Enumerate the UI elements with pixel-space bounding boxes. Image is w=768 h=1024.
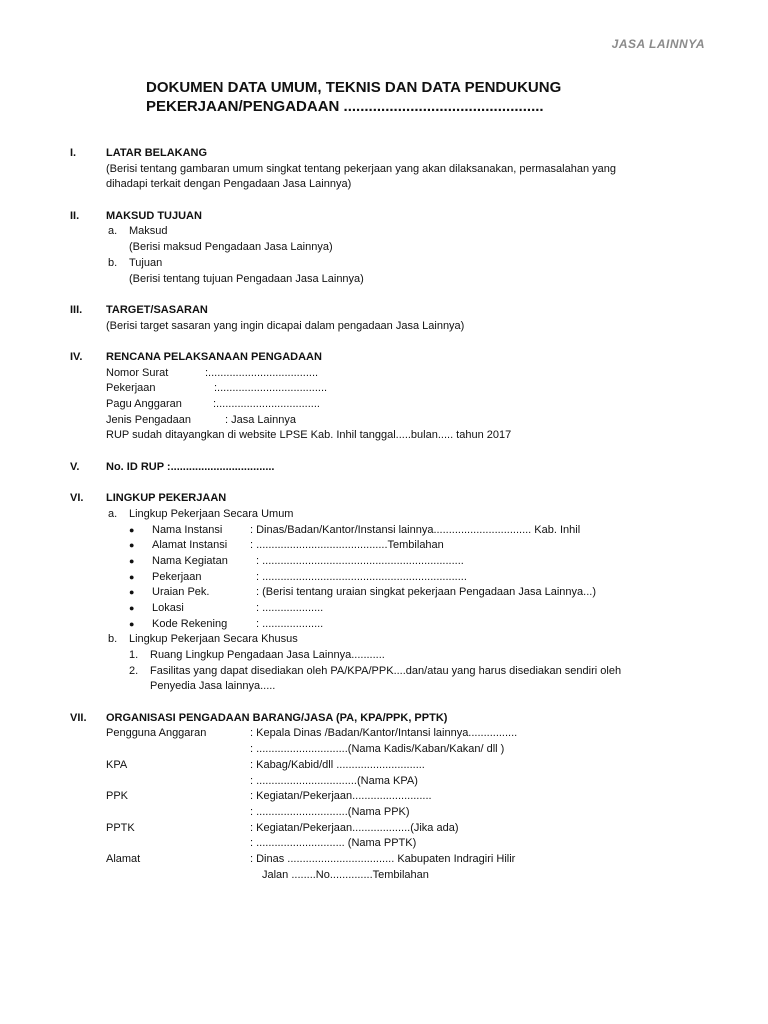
sub-item-label: Tujuan (129, 256, 163, 269)
section-heading: RENCANA PELAKSANAAN PENGADAAN (106, 350, 322, 363)
field-label: Jenis Pengadaan (106, 413, 192, 426)
field-value: : Kabag/Kabid/dll ............................. (250, 758, 425, 771)
sub-item-letter: a. (108, 225, 118, 238)
field-value: : (Berisi tentang uraian singkat pekerjaan Pengadaan Jasa Lainnya...) (256, 586, 596, 599)
section-text: (Berisi target sasaran yang ingin dicapai dalam pengadaan Jasa Lainnya) (106, 319, 465, 332)
category-tag: JASA LAINNYA (611, 37, 705, 51)
sub-item-label: Lingkup Pekerjaan Secara Umum (129, 507, 294, 520)
sub-item-text: (Berisi maksud Pengadaan Jasa Lainnya) (129, 241, 333, 254)
sub-item-letter: a. (108, 507, 118, 520)
field-label: Nama Kegiatan (152, 554, 228, 567)
field-value: : .................................................................. (256, 554, 464, 567)
field-value: :.................................. (213, 398, 320, 410)
field-value: : ..............................(Nama Kadis/Kaban/Kakan/ dll ) (250, 743, 505, 756)
sub-item-label: Maksud (129, 225, 168, 238)
field-value: : ............................. (Nama PPTK) (250, 837, 417, 850)
section-number: II. (70, 209, 80, 222)
bullet-icon: ● (129, 555, 135, 566)
list-item (0, 570, 768, 586)
bullet-icon: ● (129, 571, 135, 582)
field-label: PPTK (106, 821, 135, 834)
section-heading: LINGKUP PEKERJAAN (106, 492, 227, 505)
list-text: Ruang Lingkup Pengadaan Jasa Lainnya........... (150, 649, 385, 661)
section-2-heading-row (0, 209, 768, 225)
section-number: VII. (70, 711, 87, 724)
field-label: Nama Instansi (152, 523, 223, 536)
section-heading: MAKSUD TUJUAN (106, 209, 202, 222)
field-label: Nomor Surat (106, 366, 169, 379)
field-value: :.................................... (214, 382, 328, 395)
section-text: dihadapi terkait dengan Pengadaan Jasa Lainnya) (106, 178, 352, 191)
field-label: Alamat Instansi (152, 539, 228, 552)
list-number: 1. (129, 649, 139, 661)
field-label: Pekerjaan (152, 570, 202, 583)
field-value: : .................... (256, 617, 324, 630)
list-item (0, 664, 768, 680)
field-value: : Kegiatan/Pekerjaan.......................... (250, 790, 432, 803)
bullet-icon: ● (129, 618, 135, 629)
field-value: : Jasa Lainnya (225, 413, 296, 426)
section-number: I. (70, 147, 77, 159)
field-label: Lokasi (152, 601, 184, 614)
sub-item-label: Lingkup Pekerjaan Secara Khusus (129, 633, 298, 646)
section-heading: LATAR BELAKANG (106, 147, 208, 159)
sub-item-letter: b. (108, 256, 118, 269)
field-value: : ..............................(Nama PPK) (250, 805, 410, 818)
sub-item-text: (Berisi tentang tujuan Pengadaan Jasa Lainnya) (129, 272, 364, 285)
field-label: KPA (106, 758, 128, 771)
list-item (0, 585, 768, 601)
section-number: IV. (70, 350, 83, 363)
list-text: Fasilitas yang dapat disediakan oleh PA/KPA/PPK....dan/atau yang harus disediakan sendiri oleh (150, 664, 622, 677)
bullet-icon: ● (129, 524, 135, 535)
title-line-1: DOKUMEN DATA UMUM, TEKNIS DAN DATA PENDUKUNG (146, 79, 562, 96)
bullet-icon: ● (129, 602, 135, 613)
section-6-heading-row (0, 491, 768, 507)
field-value: :.................................... (205, 366, 319, 379)
title-line-2: PEKERJAAN/PENGADAAN ................................................ (146, 98, 544, 115)
section-heading: TARGET/SASARAN (106, 303, 208, 316)
section-heading: ORGANISASI PENGADAAN BARANG/JASA (PA, KPA/PPK, PPTK) (106, 711, 448, 724)
rup-note: RUP sudah ditayangkan di website LPSE Kab. Inhil tanggal.....bulan..... tahun 2017 (106, 429, 512, 442)
list-text: Penyedia Jasa lainnya..... (150, 680, 276, 693)
field-value: : Kepala Dinas /Badan/Kantor/Intansi lainnya................ (250, 727, 518, 740)
document-body (0, 146, 768, 883)
list-item (0, 538, 768, 554)
list-item (0, 601, 768, 617)
sub-item-letter: b. (108, 633, 118, 646)
document-title (146, 78, 706, 116)
field-value: : Dinas ................................... Kabupaten Indragiri Hilir (250, 852, 516, 865)
field-label: Pengguna Anggaran (106, 727, 207, 740)
field-value: : Dinas/Badan/Kantor/Instansi lainnya................................ Kab. Inhil (250, 523, 581, 536)
field-value: : ...........................................Tembilahan (250, 539, 444, 552)
field-label: Uraian Pek. (152, 586, 210, 599)
field-label: Pagu Anggaran (106, 398, 182, 410)
list-item (0, 648, 768, 664)
section-number: VI. (70, 492, 84, 505)
section-3-heading-row (0, 303, 768, 319)
list-item (0, 523, 768, 539)
list-item (0, 554, 768, 570)
list-number: 2. (129, 664, 139, 677)
section-text: (Berisi tentang gambaran umum singkat tentang pekerjaan yang akan dilaksanakan, permasalahan yang (106, 162, 616, 175)
section-5-heading-row (0, 460, 768, 476)
section-4-heading-row (0, 350, 768, 366)
field-label: Alamat (106, 852, 141, 865)
section-number: III. (70, 303, 83, 316)
field-value: : .................................(Nama KPA) (250, 774, 418, 787)
field-label: PPK (106, 790, 129, 803)
list-item (0, 617, 768, 633)
rup-id-field: No. ID RUP :.................................. (106, 460, 275, 473)
section-7-heading-row (0, 711, 768, 727)
field-value: Jalan ........No..............Tembilahan (262, 868, 429, 881)
field-value: : .................... (256, 601, 324, 614)
field-label: Pekerjaan (106, 382, 156, 395)
bullet-icon: ● (129, 587, 135, 598)
bullet-icon: ● (129, 540, 135, 551)
field-label: Kode Rekening (152, 617, 228, 630)
field-value: : Kegiatan/Pekerjaan...................(Jika ada) (250, 821, 459, 834)
section-1-heading-row (0, 146, 768, 162)
section-number: V. (70, 460, 80, 473)
field-value: : ................................................................... (256, 570, 467, 583)
